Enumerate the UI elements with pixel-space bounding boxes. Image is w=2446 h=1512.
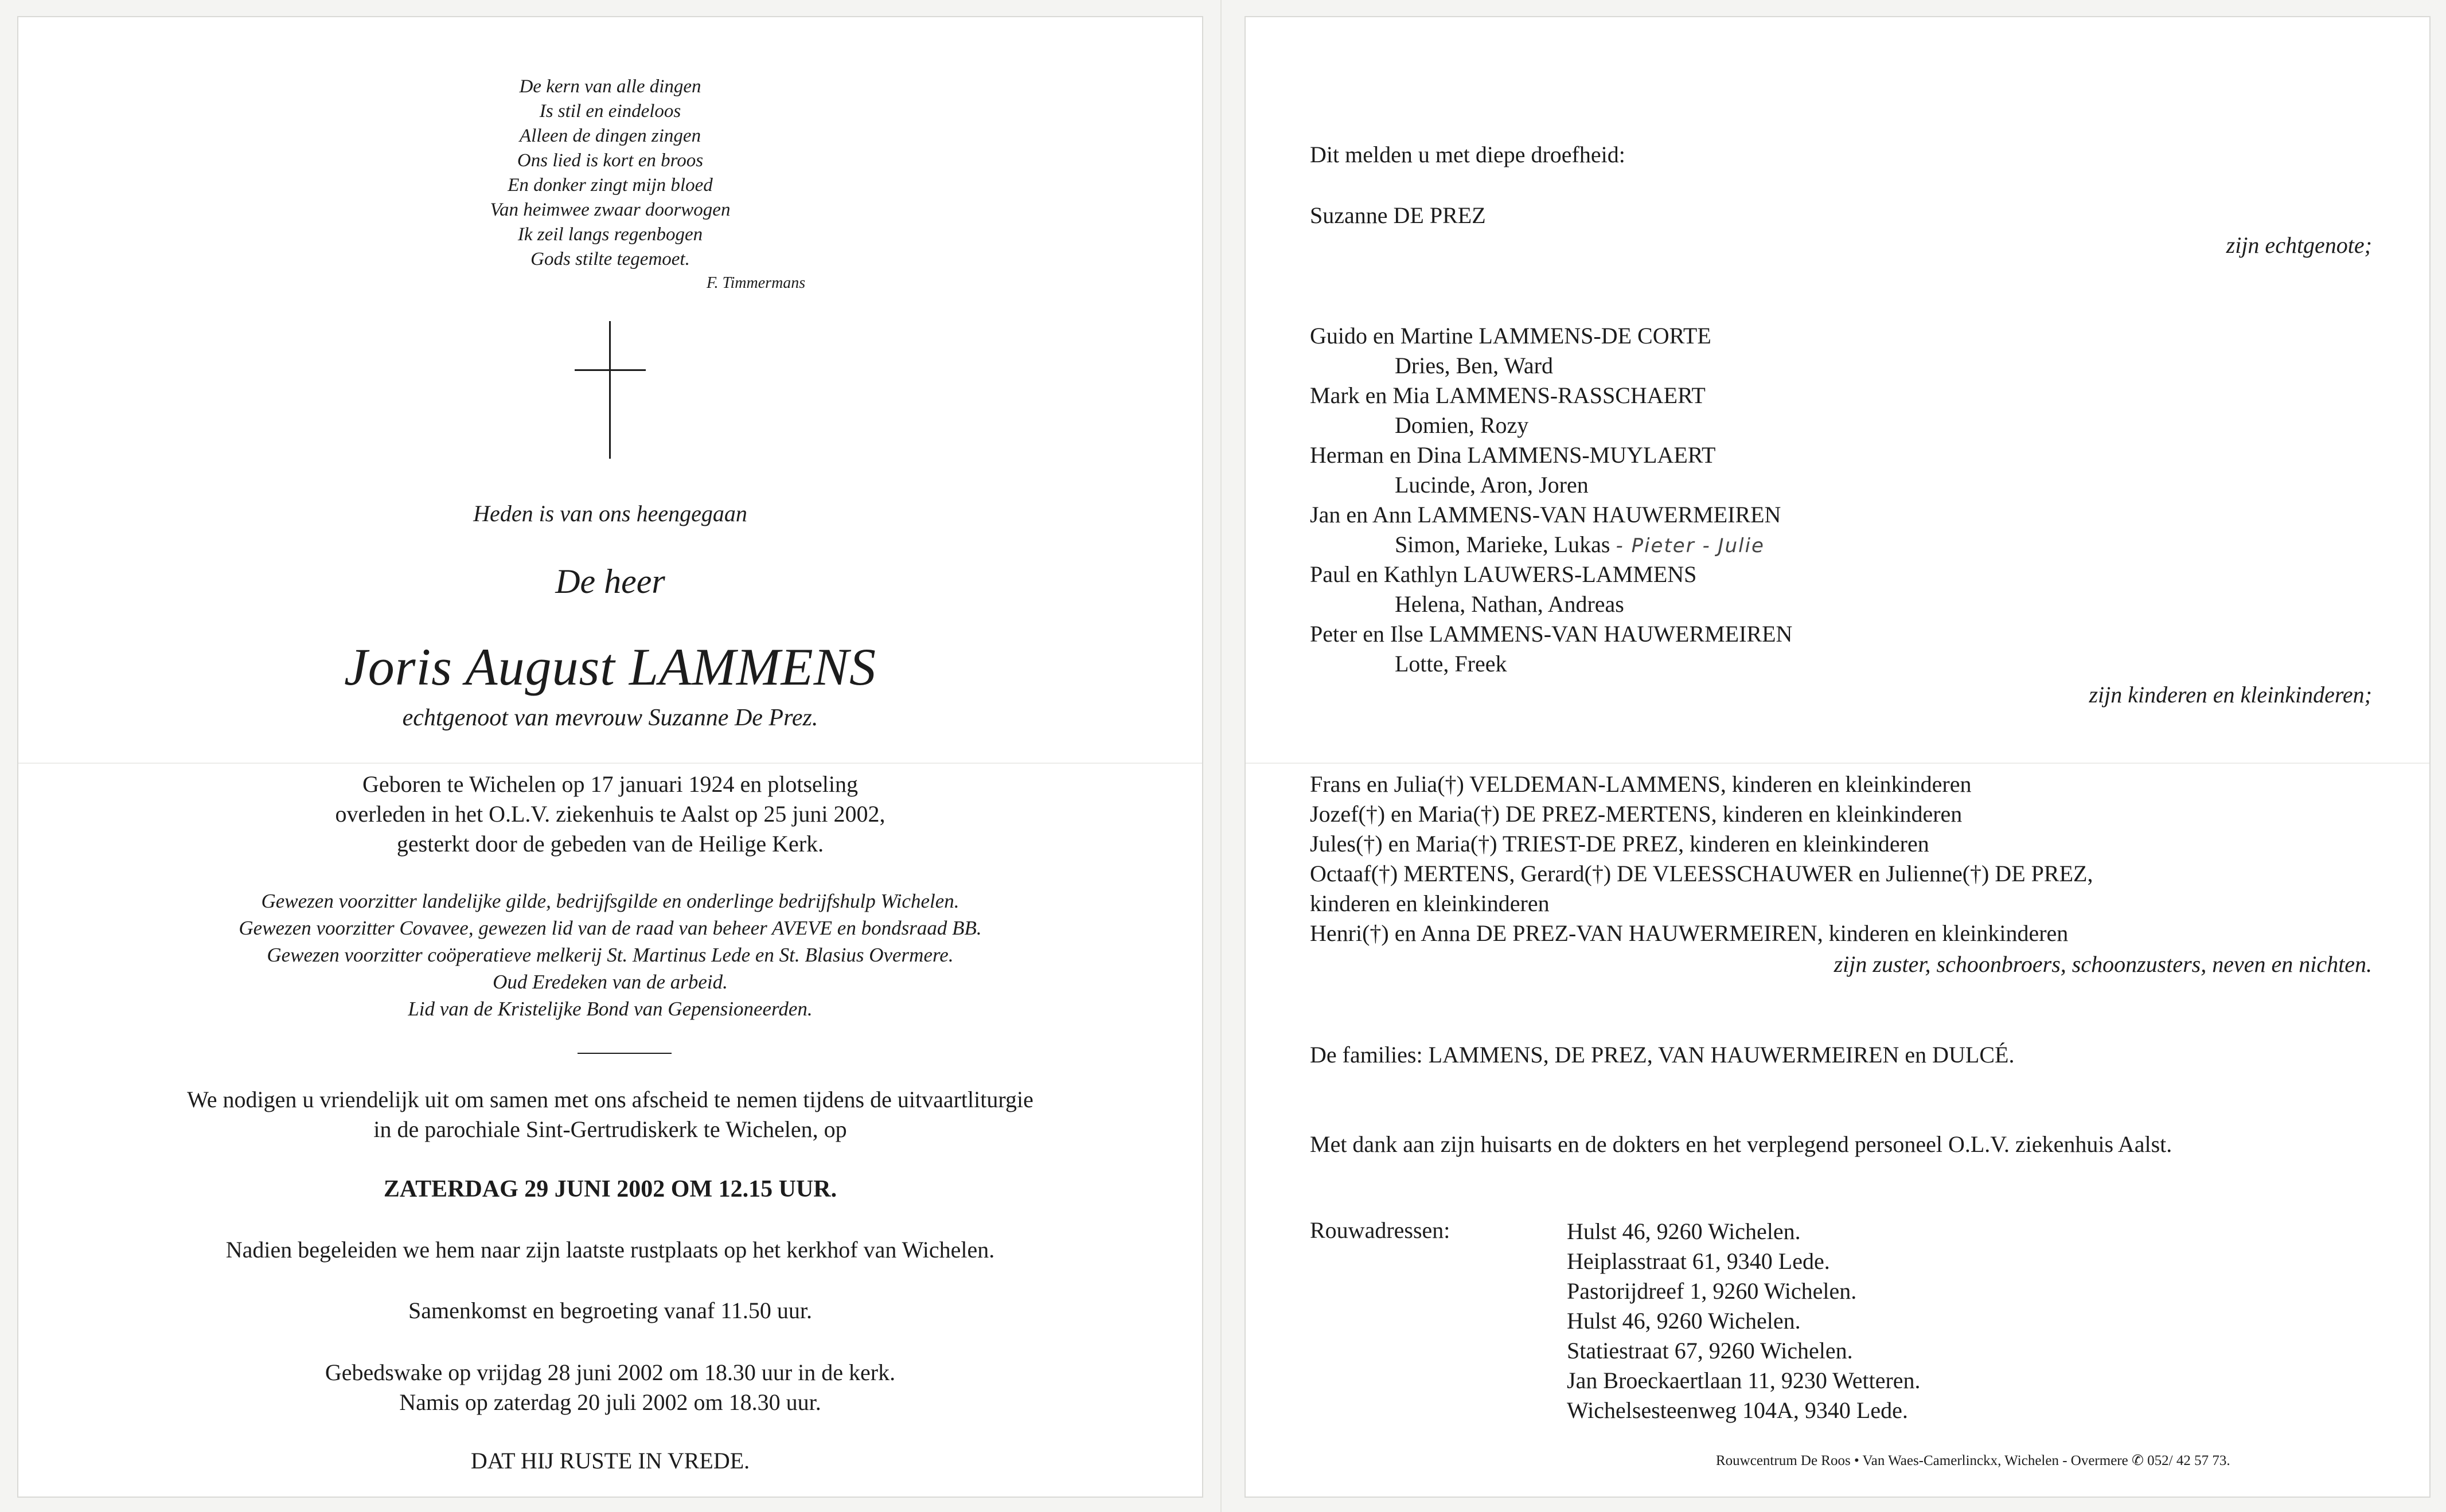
address-line: Heiplasstraat 61, 9340 Lede. — [1567, 1248, 1830, 1274]
wake-line: Namis op zaterdag 20 juli 2002 om 18.30 uur. — [399, 1389, 821, 1415]
siblings-list — [1310, 769, 2093, 948]
invitation-text — [18, 1085, 1202, 1144]
poem-line: Is stil en eindeloos — [539, 101, 681, 122]
address-line: Statiestraat 67, 9260 Wichelen. — [1567, 1338, 1853, 1363]
grandchildren-row — [1395, 530, 1765, 561]
sibling-line: Jozef(†) en Maria(†) DE PREZ-MERTENS, kinderen en kleinkinderen — [1310, 801, 1963, 827]
wake-line: Gebedswake op vrijdag 28 juni 2002 om 18.30 uur in de kerk. — [325, 1359, 896, 1385]
poem — [18, 75, 1202, 272]
address-line: Pastorijdreef 1, 9260 Wichelen. — [1567, 1278, 1857, 1304]
birth-line: overleden in het O.L.V. ziekenhuis te Aalst op 25 juni 2002, — [335, 801, 885, 827]
right-panel — [1245, 16, 2431, 1498]
grandchildren: Domien, Rozy — [1395, 412, 1529, 438]
handwritten-note: - Pieter - Julie — [1616, 534, 1765, 557]
spouse-line: echtgenoot van mevrouw Suzanne De Prez. — [402, 705, 818, 731]
poem-line: Ik zeil langs regenbogen — [517, 224, 703, 245]
birth-line: gesterkt door de gebeden van de Heilige Kerk. — [396, 831, 824, 857]
birth-line: Geboren te Wichelen op 17 januari 1924 en plotseling — [362, 771, 859, 797]
child-family: Paul en Kathlyn LAUWERS-LAMMENS — [1310, 561, 1697, 587]
cross-icon — [609, 321, 611, 459]
grandchildren: Simon, Marieke, Lukas — [1395, 532, 1610, 557]
addresses-list — [1567, 1217, 1921, 1425]
deceased-title: De heer — [555, 562, 665, 600]
address-line: Hulst 46, 9260 Wichelen. — [1567, 1218, 1801, 1244]
function-line: Gewezen voorzitter Covavee, gewezen lid van de raad van beheer AVEVE en bondsraad BB. — [239, 917, 982, 939]
poem-line: En donker zingt mijn bloed — [508, 175, 713, 196]
child-family: Guido en Martine LAMMENS-DE CORTE — [1310, 323, 1711, 349]
grandchildren: Lucinde, Aron, Joren — [1395, 472, 1589, 498]
function-line: Gewezen voorzitter coöperatieve melkerij St. Martinus Lede en St. Blasius Overmere. — [267, 944, 954, 966]
poem-line: Alleen de dingen zingen — [519, 126, 701, 146]
invite-line: in de parochiale Sint-Gertrudiskerk te Wichelen, op — [373, 1116, 847, 1142]
poem-line: Van heimwee zwaar doorwogen — [490, 200, 731, 220]
fold-line — [1220, 0, 1222, 1512]
wife-name: Suzanne DE PREZ — [1310, 202, 1486, 228]
crease-line — [1246, 763, 2429, 764]
child-family: Jan en Ann LAMMENS-VAN HAUWERMEIREN — [1310, 502, 1781, 528]
announcement-intro-right: Dit melden u met diepe droefheid: — [1310, 142, 1625, 167]
funeral-home-footer: Rouwcentrum De Roos • Van Waes-Camerlinckx, Wichelen - Overmere ✆ 052/ 42 57 73. — [1716, 1453, 2230, 1468]
functions-list — [18, 888, 1202, 1022]
address-line: Jan Broeckaertlaan 11, 9230 Wetteren. — [1567, 1368, 1921, 1393]
burial-text: Nadien begeleiden we hem naar zijn laatste rustplaats op het kerkhof van Wichelen. — [225, 1237, 995, 1263]
birth-death-text — [18, 769, 1202, 859]
function-line: Gewezen voorzitter landelijke gilde, bedrijfsgilde en onderlinge bedrijfshulp Wichelen. — [261, 890, 959, 912]
child-family: Mark en Mia LAMMENS-RASSCHAERT — [1310, 382, 1706, 408]
deceased-name: Joris August LAMMENS — [344, 638, 877, 696]
thanks-line: Met dank aan zijn huisarts en de dokters en het verplegend personeel O.L.V. ziekenhuis Aalst. — [1310, 1131, 2172, 1157]
child-family: Peter en Ilse LAMMENS-VAN HAUWERMEIREN — [1310, 621, 1793, 647]
address-line: Hulst 46, 9260 Wichelen. — [1567, 1308, 1801, 1334]
gathering-text: Samenkomst en begroeting vanaf 11.50 uur. — [408, 1298, 812, 1323]
wife-role: zijn echtgenote; — [2226, 232, 2372, 258]
cross-icon-bar — [575, 369, 646, 371]
funeral-date: ZATERDAG 29 JUNI 2002 OM 12.15 UUR. — [383, 1176, 837, 1202]
sibling-line: Henri(†) en Anna DE PREZ-VAN HAUWERMEIREN, kinderen en kleinkinderen — [1310, 920, 2069, 946]
poem-line: Ons lied is kort en broos — [517, 150, 704, 171]
children-role: zijn kinderen en kleinkinderen; — [2089, 682, 2372, 708]
invite-line: We nodigen u vriendelijk uit om samen met ons afscheid te nemen tijdens de uitvaartliturgie — [187, 1087, 1033, 1112]
child-family: Herman en Dina LAMMENS-MUYLAERT — [1310, 442, 1716, 468]
poem-line: De kern van alle dingen — [519, 76, 701, 97]
rest-in-peace: DAT HIJ RUSTE IN VREDE. — [470, 1448, 750, 1474]
crease-line — [18, 763, 1202, 764]
divider — [578, 1053, 672, 1054]
grandchildren: Dries, Ben, Ward — [1395, 353, 1553, 378]
grandchildren: Lotte, Freek — [1395, 651, 1507, 677]
function-line: Lid van de Kristelijke Bond van Gepensioneerden. — [408, 998, 813, 1020]
function-line: Oud Eredeken van de arbeid. — [493, 971, 728, 993]
poem-author: F. Timmermans — [707, 274, 806, 292]
announcement-intro: Heden is van ons heengegaan — [473, 501, 747, 526]
left-panel — [17, 16, 1203, 1498]
wake-text — [18, 1358, 1202, 1417]
grandchildren: Helena, Nathan, Andreas — [1395, 591, 1624, 617]
sibling-line: kinderen en kleinkinderen — [1310, 890, 1550, 916]
addresses-label: Rouwadressen: — [1310, 1217, 1450, 1243]
sibling-line: Octaaf(†) MERTENS, Gerard(†) DE VLEESSCHAUWER en Julienne(†) DE PREZ, — [1310, 861, 2093, 886]
poem-line: Gods stilte tegemoet. — [530, 249, 690, 269]
sibling-line: Jules(†) en Maria(†) TRIEST-DE PREZ, kinderen en kleinkinderen — [1310, 831, 1929, 857]
siblings-role: zijn zuster, schoonbroers, schoonzusters, neven en nichten. — [1833, 951, 2372, 977]
sibling-line: Frans en Julia(†) VELDEMAN-LAMMENS, kinderen en kleinkinderen — [1310, 771, 1972, 797]
address-line: Wichelsesteenweg 104A, 9340 Lede. — [1567, 1397, 1908, 1423]
families-line: De families: LAMMENS, DE PREZ, VAN HAUWERMEIREN en DULCÉ. — [1310, 1042, 2015, 1068]
